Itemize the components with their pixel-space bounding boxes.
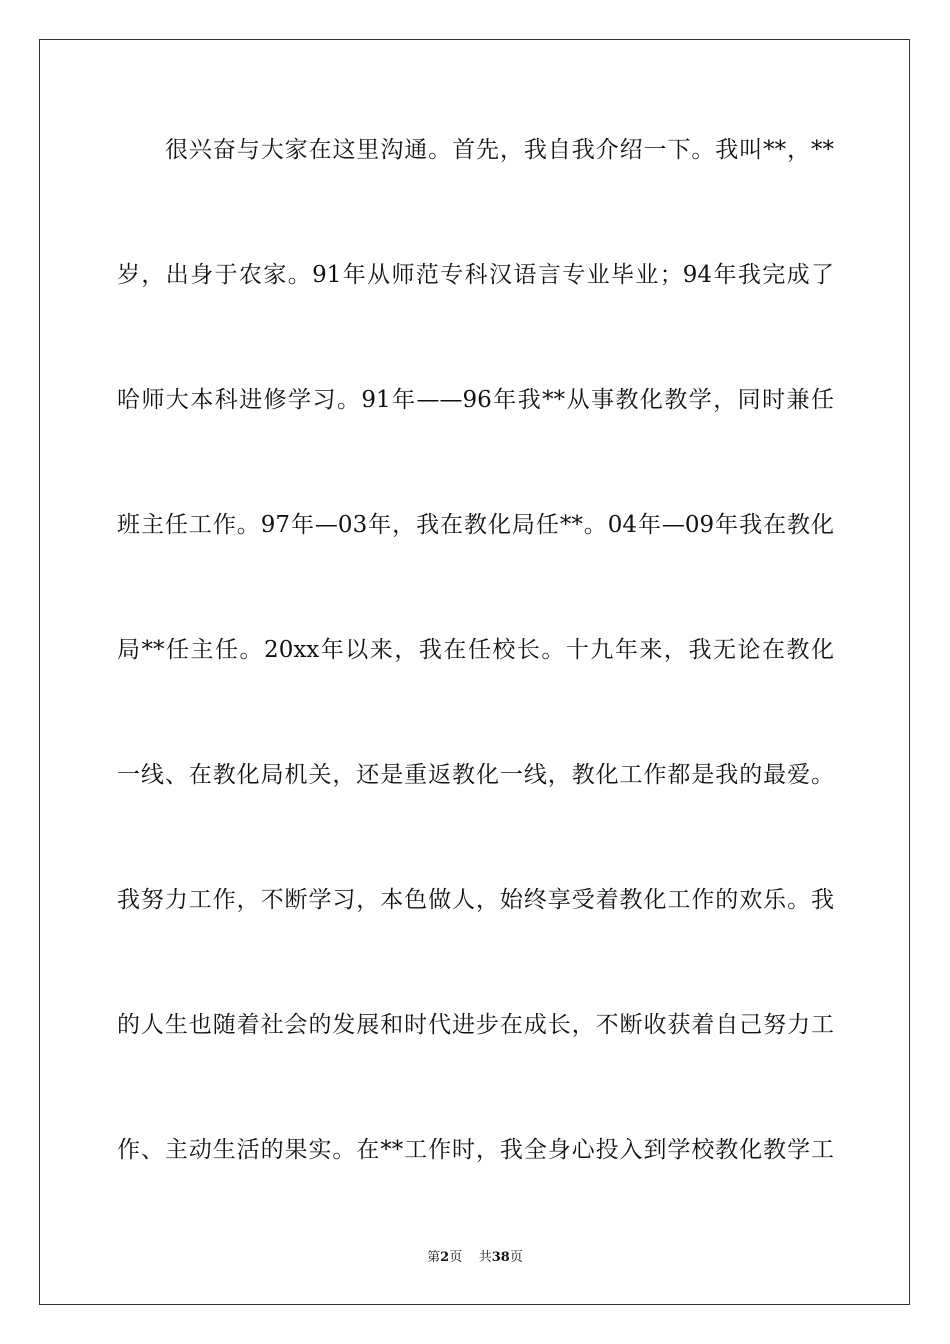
body-text-line-8: 的人生也随着社会的发展和时代进步在成长，不断收获着自己努力工 [117,1012,834,1038]
body-text-line-7: 我努力工作，不断学习，本色做人，始终享受着教化工作的欢乐。我 [117,887,834,913]
page-number: 2 [440,1250,450,1265]
page-suffix: 页 [449,1250,463,1265]
page-prefix: 第 [427,1250,441,1265]
body-text-line-6: 一线、在教化局机关，还是重返教化一线，教化工作都是我的最爱。 [117,762,834,788]
page-footer [0,1246,950,1265]
body-text-line-4: 班主任工作。97年—03年，我在教化局任**。04年—09年我在教化 [117,512,834,538]
page-border [39,39,910,1305]
body-text-line-9: 作、主动生活的果实。在**工作时，我全身心投入到学校教化教学工 [117,1137,834,1163]
body-text-line-1: 很兴奋与大家在这里沟通。首先，我自我介绍一下。我叫**，** [165,137,834,163]
body-text-line-2: 岁，出身于农家。91年从师范专科汉语言专业毕业；94年我完成了 [117,262,834,288]
total-prefix: 共 [478,1250,492,1265]
body-text-line-5: 局**任主任。20xx年以来，我在任校长。十九年来，我无论在教化 [117,637,834,663]
total-pages: 38 [491,1250,510,1265]
body-text-line-3: 哈师大本科进修学习。91年——96年我**从事教化教学，同时兼任 [117,387,834,413]
total-suffix: 页 [509,1250,523,1265]
